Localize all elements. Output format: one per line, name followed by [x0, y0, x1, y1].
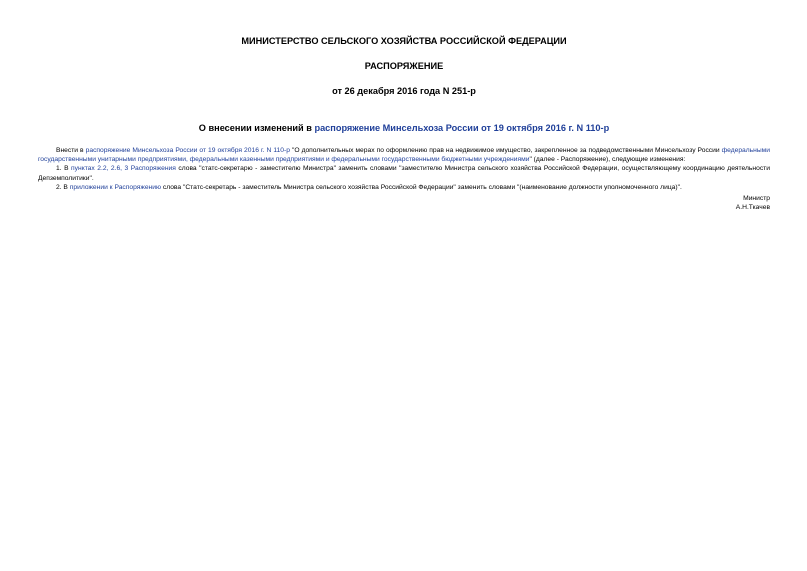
item-1-before: 1. В — [56, 165, 72, 173]
ministry-heading: МИНИСТЕРСТВО СЕЛЬСКОГО ХОЗЯЙСТВА РОССИЙСКОЙ ФЕДЕРАЦИИ — [241, 36, 567, 46]
signature-block — [38, 194, 770, 212]
document-body — [38, 146, 770, 192]
intro-before: Внести в — [56, 147, 86, 154]
signature-position: Министр — [743, 195, 770, 203]
document-title — [38, 123, 770, 134]
item-1-after: слова "статс-секретарю - заместителю Министра" заменить словами "заместителю Министра сельского хозяйства Российской Федерации, осуществляющему координацию деятельности Депземполитики". — [38, 165, 770, 182]
item-1-link[interactable]: пунктах 2.2, 2.6, 3 Распоряжения — [71, 165, 176, 173]
item-2-link[interactable]: приложении к Распоряжению — [69, 183, 162, 191]
title-prefix: О внесении изменений в — [198, 123, 315, 133]
intro-after: " (далее - Распоряжение), следующие изменения: — [529, 156, 686, 164]
signature-name: А.Н.Ткачев — [735, 204, 770, 212]
intro-middle: "О дополнительных мерах по оформлению прав на недвижимое имущество, закрепленное за подведомственными Минсельхозу России — [289, 147, 722, 154]
document-page — [38, 36, 770, 212]
item-2-after: слова "Статс-секретарь - заместитель Министра сельского хозяйства Российской Федерации" заменить словами "(наименование должности уполномоченного лица)". — [161, 183, 682, 191]
document-type-heading: РАСПОРЯЖЕНИЕ — [364, 61, 444, 71]
intro-paragraph — [38, 146, 770, 164]
title-link[interactable]: распоряжение Минсельхоза России от 19 октября 2016 г. N 110-р — [314, 123, 610, 133]
item-2-paragraph — [38, 183, 770, 192]
intro-link-enterprises[interactable]: федеральными государственными унитарными предприятиями, федеральными казенными предприятиями и федеральными государственными бюджетными учреждениями — [38, 147, 770, 164]
item-2-before: 2. В — [56, 183, 70, 191]
date-number-heading: от 26 декабря 2016 года N 251-р — [332, 86, 476, 96]
intro-link-order[interactable]: распоряжение Минсельхоза России от 19 октября 2016 г. N 110-р — [85, 147, 290, 154]
item-1-paragraph — [38, 164, 770, 182]
